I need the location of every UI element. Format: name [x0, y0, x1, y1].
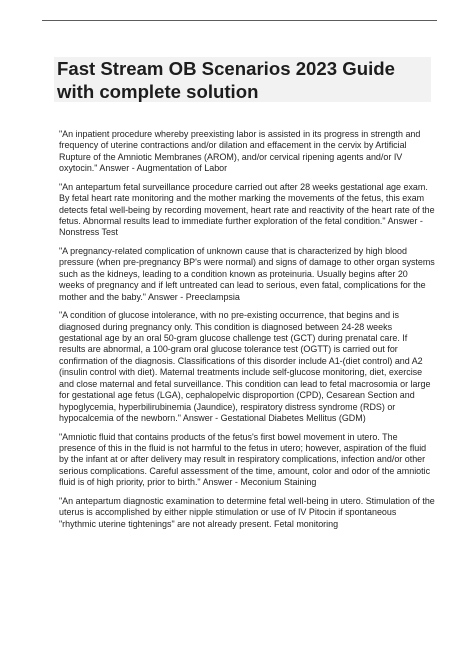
qa-paragraph: "An inpatient procedure whereby preexisting labor is assisted in its progress in strength and frequency of uterine contractions and/or dilation and effacement in the cervix by Artificial Rupture of the Amniotic Membranes (AROM), and/or cervical ripening agents and/or IV oxytocin." Answer - Augmentation of Labor: [59, 129, 421, 174]
document-title: Fast Stream OB Scenarios 2023 Guide with complete solution: [57, 58, 395, 102]
qa-paragraph: "Amniotic fluid that contains products of the fetus's first bowel movement in utero. The presence of this in the fluid is not harmful to the fetus in utero; however, aspiration of the fluid by the infant at or after delivery may result in respiratory complications, infection and/or other serious complications. Careful assessment of the time, amount, color and odor of the amniotic fluid is of high priority, prior to birth." Answer - Meconium Staining: [59, 431, 431, 488]
qa-paragraph: "An antepartum diagnostic examination to determine fetal well-being in utero. Stimulation of the uterus is accomplished by either nipple stimulation or use of IV Pitocin if spontaneous "rhythmic uterine tightenings" are not already present. Fetal monitoring: [59, 495, 435, 529]
qa-paragraph: "An antepartum fetal surveillance procedure carried out after 28 weeks gestational age exam. By fetal heart rate monitoring and the mother marking the movements of the fetus, this exam detects fetal well-being by recording movement, heart rate and reactivity of the heart rate of the fetus. Abnormal results lead to immediate further exploration of the fetal condition." Answer - Nonstress Test: [59, 181, 435, 238]
qa-paragraph: "A pregnancy-related complication of unknown cause that is characterized by high blood pressure (when pre-pregnancy BP's were normal) and signs of damage to other organ systems such as the kidneys, leading to a condition known as proteinuria. Usually begins after 20 weeks of pregnancy and if left untreated can lead to serious, even fatal, complications for the mother and the baby." Answer - Preeclampsia: [59, 246, 435, 302]
qa-paragraph: "A condition of glucose intolerance, with no pre-existing occurrence, that begins and is diagnosed during pregnancy only. This condition is diagnosed between 24-28 weeks gestational age by an oral 50-gram glucose challenge test (GCT) during prenatal care. If results are abnormal, a 100-gram oral glucose tolerance test (OGTT) is carried out for confirmation of the diagnosis. Classifications of this disorder include A1-(diet control) and A2 (insulin control with diet). Maternal treatments include self-glucose monitoring, diet, exercise and close maternal and fetal surveillance. This condition can lead to fetal macrosomia or large for gestational age fetus (LGA), cephalopelvic disproportion (CPD), Cesarean Section and hypoglycemia, hyperbilirubinemia (Jaundice), respiratory distress syndrome (RDS) or hypocalcemia of the newborn." Answer - Gestational Diabetes Mellitus (GDM): [59, 310, 431, 423]
document-body: [59, 129, 435, 537]
header-rule: [42, 20, 437, 21]
